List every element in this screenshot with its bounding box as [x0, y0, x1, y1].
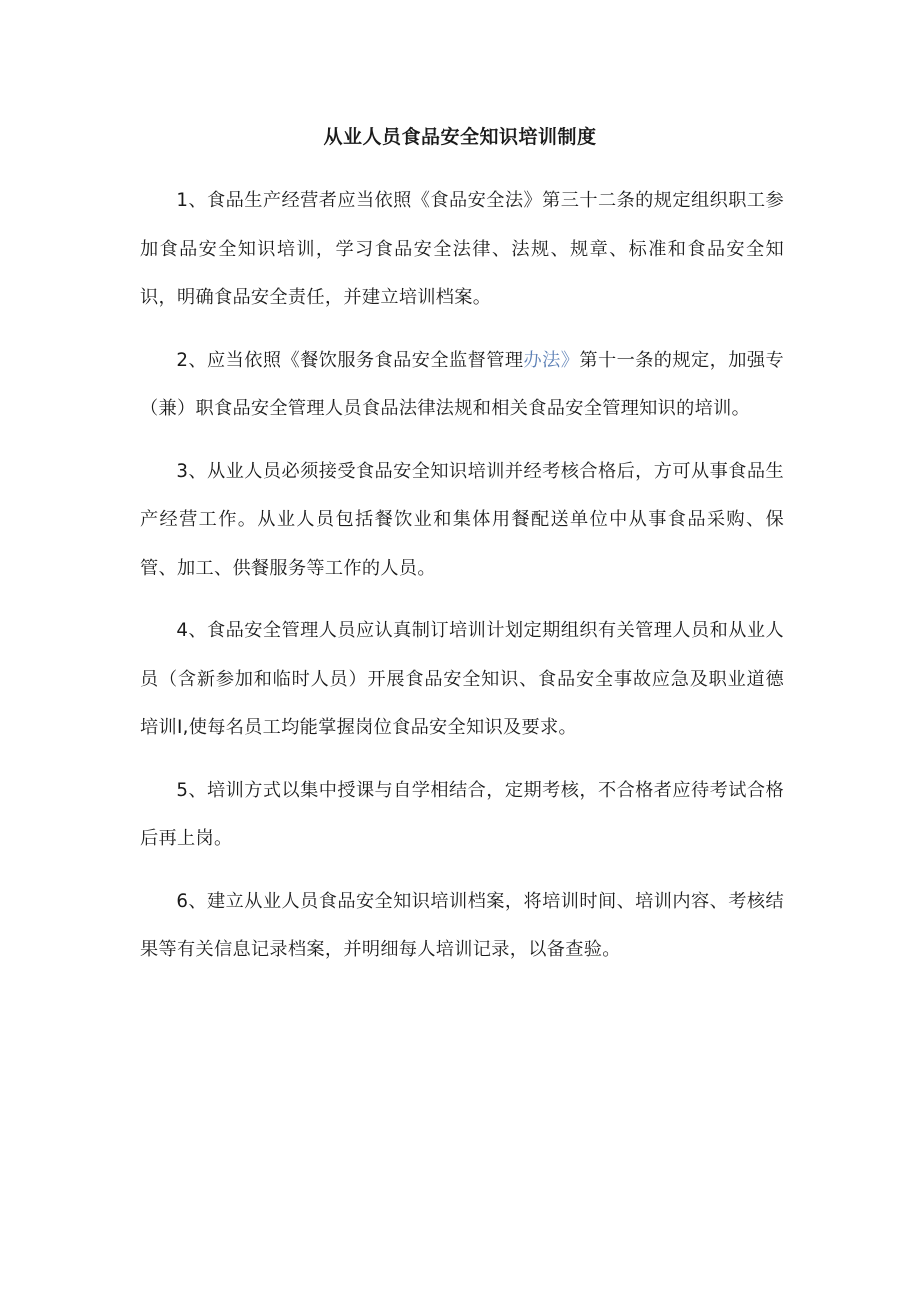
- regulation-link[interactable]: 办法》: [523, 349, 580, 371]
- paragraph-1: 1、食品生产经营者应当依照《食品安全法》第三十二条的规定组织职工参加食品安全知识培训，学习食品安全法律、法规、规章、标准和食品安全知识，明确食品安全责任，并建立培训档案。: [140, 190, 784, 308]
- paragraph-2-text-after: 第十一条的规定，加强专（兼）职食品安全管理人员食品法律法规和相关食品安全管理知识的培训。: [140, 349, 784, 419]
- paragraph-3: 3、从业人员必须接受食品安全知识培训并经考核合格后，方可从事食品生产经营工作。从业人员包括餐饮业和集体用餐配送单位中从事食品采购、保管、加工、供餐服务等工作的人员。: [140, 460, 784, 579]
- paragraph-4: 4、食品安全管理人员应认真制订培训计划定期组织有关管理人员和从业人员（含新参加和临时人员）开展食品安全知识、食品安全事故应急及职业道德培训I,使每名员工均能掌握岗位食品安全知识及要求。: [140, 620, 784, 738]
- paragraph-2-text-before: 2、应当依照《餐饮服务食品安全监督管理: [176, 349, 524, 371]
- document-title: 从业人员食品安全知识培训制度: [323, 126, 597, 148]
- paragraph-5: 5、培训方式以集中授课与自学相结合，定期考核，不合格者应待考试合格后再上岗。: [140, 779, 784, 849]
- paragraph-6: 6、建立从业人员食品安全知识培训档案，将培训时间、培训内容、考核结果等有关信息记录档案，并明细每人培训记录，以备查验。: [140, 890, 784, 960]
- document-body: [140, 177, 784, 989]
- paragraph-2: [140, 337, 784, 434]
